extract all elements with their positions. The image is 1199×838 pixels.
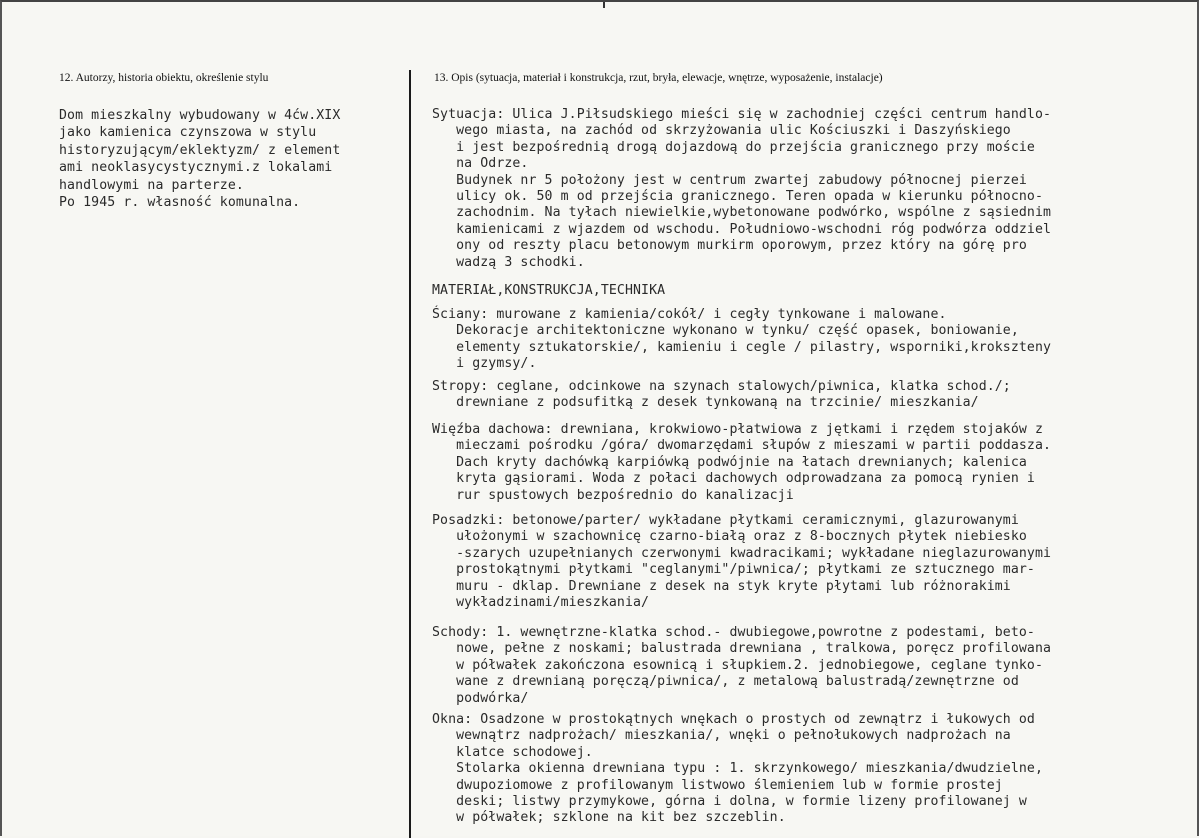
- block-schody: Schody: 1. wewnętrzne-klatka schod.- dwubiegowe,powrotne z podestami, beto- nowe, pełne z noskami; balustrada drewniana , tralkowa, poręcz profilowana w półwałek zakończona esownicą i słupkiem.2. jednobiegowe, ceglane tynko- wane z drewnianą poręczą/piwnica/, z metalową balustradą/zewnętrzne od podwórka/: [432, 625, 1052, 706]
- block-okna: Okna: Osadzone w prostokątnych wnękach o prostych od zewnątrz i łukowych od wewnątrz nadprożach/ mieszkania/, wnęki o pełnołukowych nadprożach na klatce schodowej. Stolarka okienna drewniana typu : 1. skrzynkowego/ mieszkania/dwudzielne, dwupoziomowe z profilowanym listwowo ślemieniem lub w formie prostej deski; listwy przymykowe, górna i dolna, w formie lizeny profilowanej w w półwałek; szklone na kit bez szczeblin.: [432, 712, 1044, 826]
- block-sciany: Ściany: murowane z kamienia/cokół/ i cegły tynkowane i malowane. Dekoracje architektoniczne wykonano w tynku/ część opasek, boniowanie, elementy sztukatorskie/, kamieniu i cegle / pilastry, wsporniki,krokszteny i gzymsy/.: [432, 307, 1052, 372]
- block-wiezba: Więźba dachowa: drewniana, krokwiowo-płatwiowa z jętkami i rzędem stojaków z mieczami pośrodku /góra/ dwomarzędami słupów z mieszami w partii poddasza. Dach kryty dachówką karpiówką podwójnie na łatach drewnianych; kalenica kryta gąsiorami. Woda z połaci dachowych odprowadzana za pomocą rynien i rur spustowych bezpośrednio do kanalizacji: [432, 422, 1052, 503]
- section-13-header: 13. Opis (sytuacja, materiał i konstrukcja, rzut, bryła, elewacje, wnętrze, wyposażenie, instalacje): [434, 72, 883, 84]
- block-posadzki: Posadzki: betonowe/parter/ wykładane płytkami ceramicznymi, glazurowanymi ułożonymi w szachownicę czarno-białą oraz z 8-bocznych płytek niebiesko -szarych uzupełnianych czerwonymi kwadracikami; wykładane nieglazurowanymi prostokątnymi płytkami "ceglanymi"/piwnica/; płytkami ze sztucznego mar- muru - dklap. Drewniane z desek na styk kryte płytami lub różnorakimi wykładzinami/mieszkania/: [432, 513, 1052, 611]
- section-13-body: [432, 107, 1197, 827]
- block-material-heading: MATERIAŁ,KONSTRUKCJA,TECHNIKA: [432, 283, 666, 298]
- block-sytuacja: Sytuacja: Ulica J.Piłsudskiego mieści się w zachodniej części centrum handlo- wego miasta, na zachód od skrzyżowania ulic Kościuszki i Daszyńskiego i jest bezpośrednią drogą dojazdową do przejścia granicznego przy moście na Odrze. Budynek nr 5 położony jest w centrum zwartej zabudowy północnej pierzei ulicy ok. 50 m od przejścia granicznego. Teren opada w kierunku północno- zachodnim. Na tyłach niewielkie,wybetonowane podwórko, wspólne z sąsiednim kamienicami z wjazdem od wschodu. Południowo-wschodni róg podwórza oddziel ony od reszty placu betonowym murkirm oporowym, przez który na górę pro wadzą 3 schodki.: [432, 107, 1052, 270]
- block-stropy: Stropy: ceglane, odcinkowe na szynach stalowych/piwnica, klatka schod./; drewniane z podsufitką z desek tynkowaną na trzcinie/ mieszkania/: [432, 379, 1011, 411]
- top-tick-mark: [603, 2, 605, 8]
- section-12-header: 12. Autorzy, historia obiektu, określenie stylu: [59, 72, 269, 84]
- section-12-text: Dom mieszkalny wybudowany w 4ćw.XIX jako kamienica czynszowa w stylu historyzującym/eklektyzm/ z element ami neoklasycystycznymi.z lokalami handlowymi na parterze. Po 1945 r. własność komunalna.: [59, 108, 341, 211]
